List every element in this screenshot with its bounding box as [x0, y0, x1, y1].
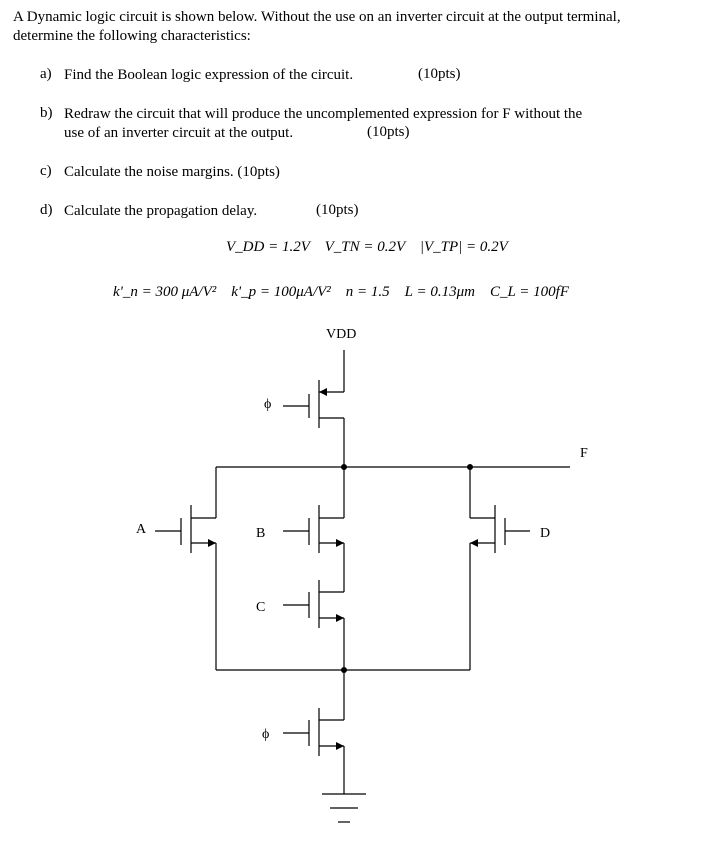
nmos-d: [470, 467, 530, 670]
nmos-c: [283, 580, 344, 670]
eq-vdd: V_DD = 1.2V: [226, 239, 310, 255]
output-f-label: F: [580, 446, 588, 461]
eq-n: n = 1.5: [345, 284, 390, 300]
question-b-label: b): [40, 105, 53, 121]
eq-kp: k'_p = 100μA/V²: [231, 284, 331, 300]
eq-kn: k'_n = 300 μA/V²: [113, 284, 217, 300]
question-c-label: c): [40, 163, 52, 179]
question-b-text-line2: use of an inverter circuit at the output.: [64, 125, 294, 141]
eq-l: L = 0.13μm: [404, 284, 475, 300]
evaluate-nmos: [283, 670, 344, 794]
nmos-a: [155, 467, 216, 670]
input-c-label: C: [256, 600, 266, 615]
question-a-points: (10pts): [418, 66, 461, 82]
nmos-b: [283, 467, 344, 592]
question-c-text: Calculate the noise margins. (10pts): [64, 164, 280, 180]
input-b-label: B: [256, 526, 266, 541]
evaluate-clock-label: ϕ: [262, 727, 270, 742]
intro-paragraph: A Dynamic logic circuit is shown below. Without the use on an inverter circuit at the output terminal, determine the following characteristics:: [13, 9, 621, 44]
question-a-label: a): [40, 66, 52, 82]
precharge-clock-label: ϕ: [264, 397, 272, 412]
input-a-label: A: [136, 522, 147, 537]
question-d-text: Calculate the propagation delay.: [64, 203, 258, 219]
question-b-points: (10pts): [367, 124, 410, 140]
input-d-label: D: [540, 526, 551, 541]
question-a-text: Find the Boolean logic expression of the circuit.: [64, 67, 354, 83]
eq-vtp: |V_TP| = 0.2V: [419, 239, 508, 255]
ground-icon: [322, 794, 366, 822]
eq-cl: C_L = 100fF: [489, 284, 569, 300]
vdd-label: VDD: [326, 327, 357, 342]
precharge-pmos: [283, 350, 344, 467]
question-d-label: d): [40, 202, 53, 218]
eq-vtn: V_TN = 0.2V: [324, 239, 405, 255]
question-d-points: (10pts): [316, 202, 359, 218]
question-b-text-line1: Redraw the circuit that will produce the uncomplemented expression for F without the: [64, 106, 583, 122]
